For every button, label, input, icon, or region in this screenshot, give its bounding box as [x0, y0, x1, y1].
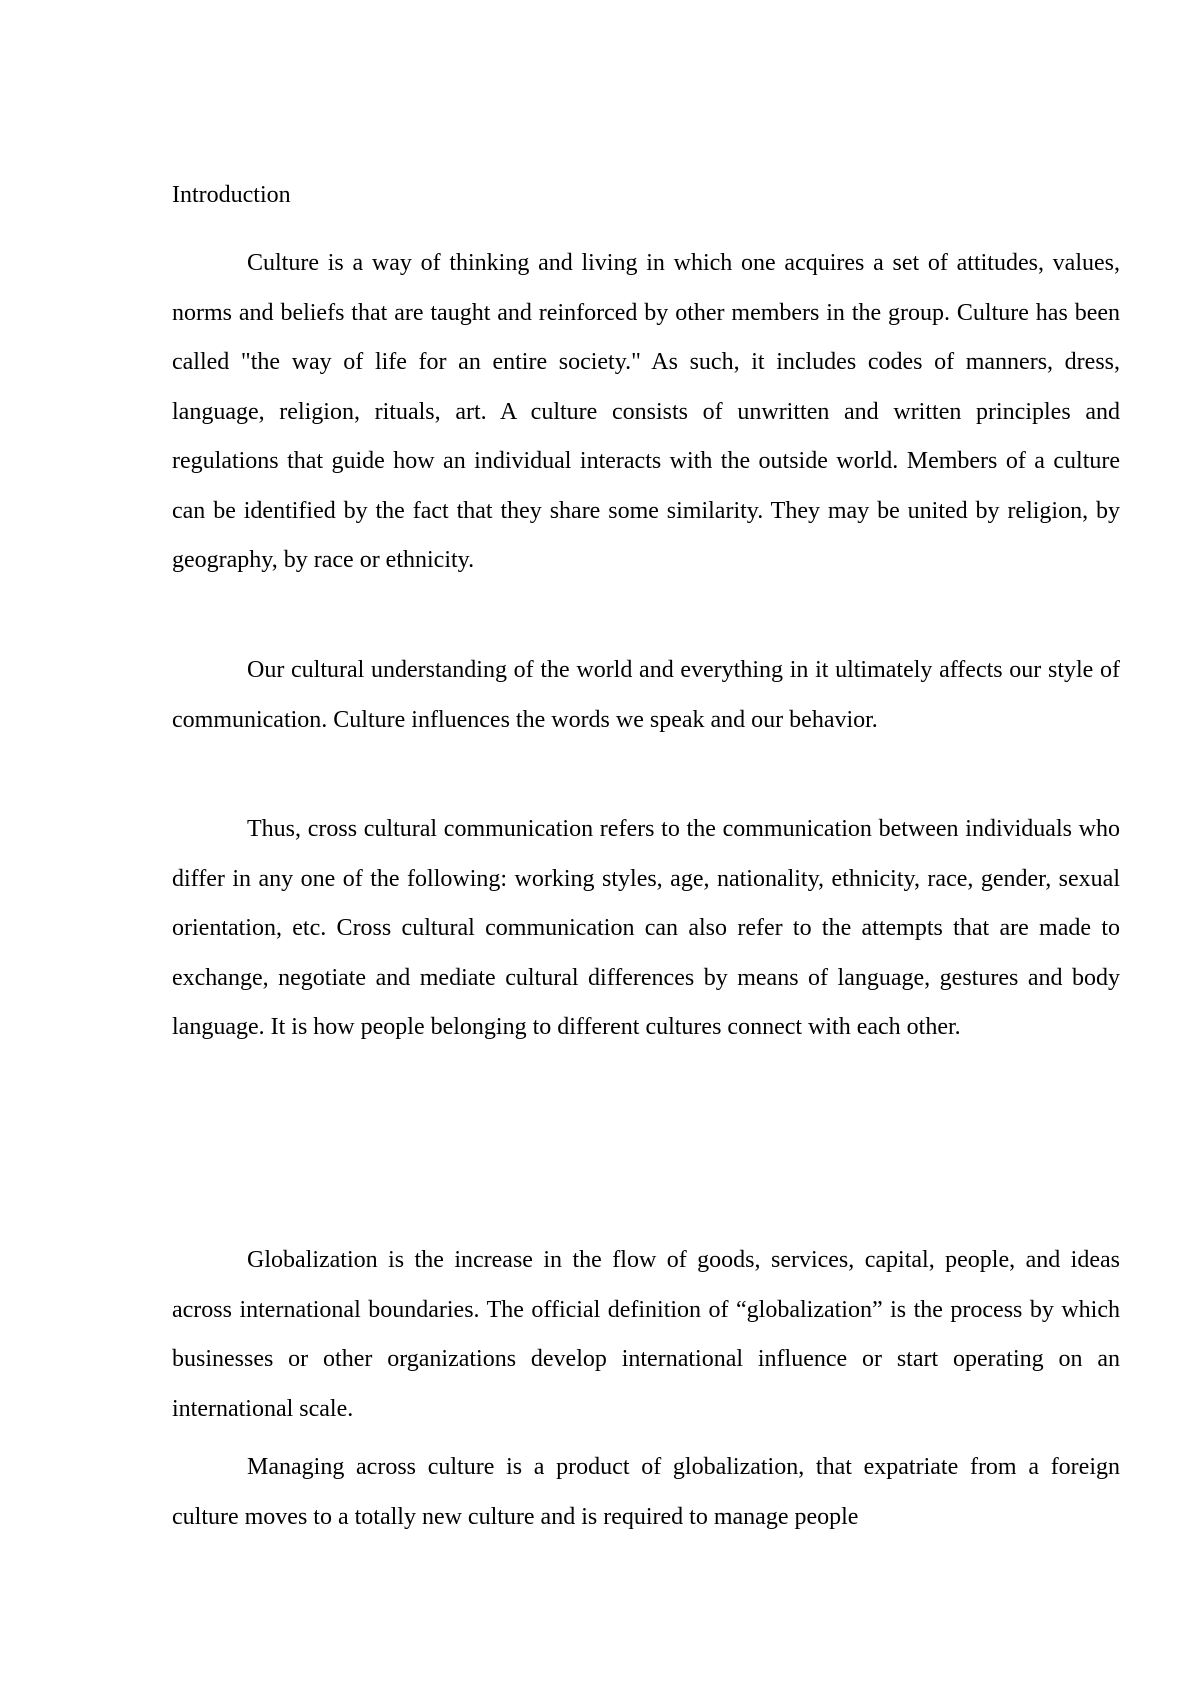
paragraph-globalization: Globalization is the increase in the flow of goods, services, capital, people, and ideas across international boundaries. The official definition of “globalization” is the process by which businesses or other organizations develop international influence or start operating on an international scale.	[172, 1247, 1120, 1422]
paragraph-managing-across-culture: Managing across culture is a product of globalization, that expatriate from a foreign culture moves to a totally new culture and is required to manage people	[172, 1454, 1120, 1530]
section-heading: Introduction	[172, 182, 291, 208]
paragraph-culture-definition: Culture is a way of thinking and living in which one acquires a set of attitudes, values, norms and beliefs that are taught and reinforced by other members in the group. Culture has been called "the way of life for an entire society." As such, it includes codes of manners, dress, language, religion, rituals, art. A culture consists of unwritten and written principles and regulations that guide how an individual interacts with the outside world. Members of a culture can be identified by the fact that they share some similarity. They may be united by religion, by geography, by race or ethnicity.	[172, 250, 1120, 573]
paragraph-cross-cultural-communication: Thus, cross cultural communication refers to the communication between individuals who differ in any one of the following: working styles, age, nationality, ethnicity, race, gender, sexual orientation, etc. Cross cultural communication can also refer to the attempts that are made to exchange, negotiate and mediate cultural differences by means of language, gestures and body language. It is how people belonging to different cultures connect with each other.	[172, 816, 1120, 1040]
paragraph-cultural-understanding: Our cultural understanding of the world and everything in it ultimately affects our style of communication. Culture influences the words we speak and our behavior.	[172, 657, 1120, 733]
